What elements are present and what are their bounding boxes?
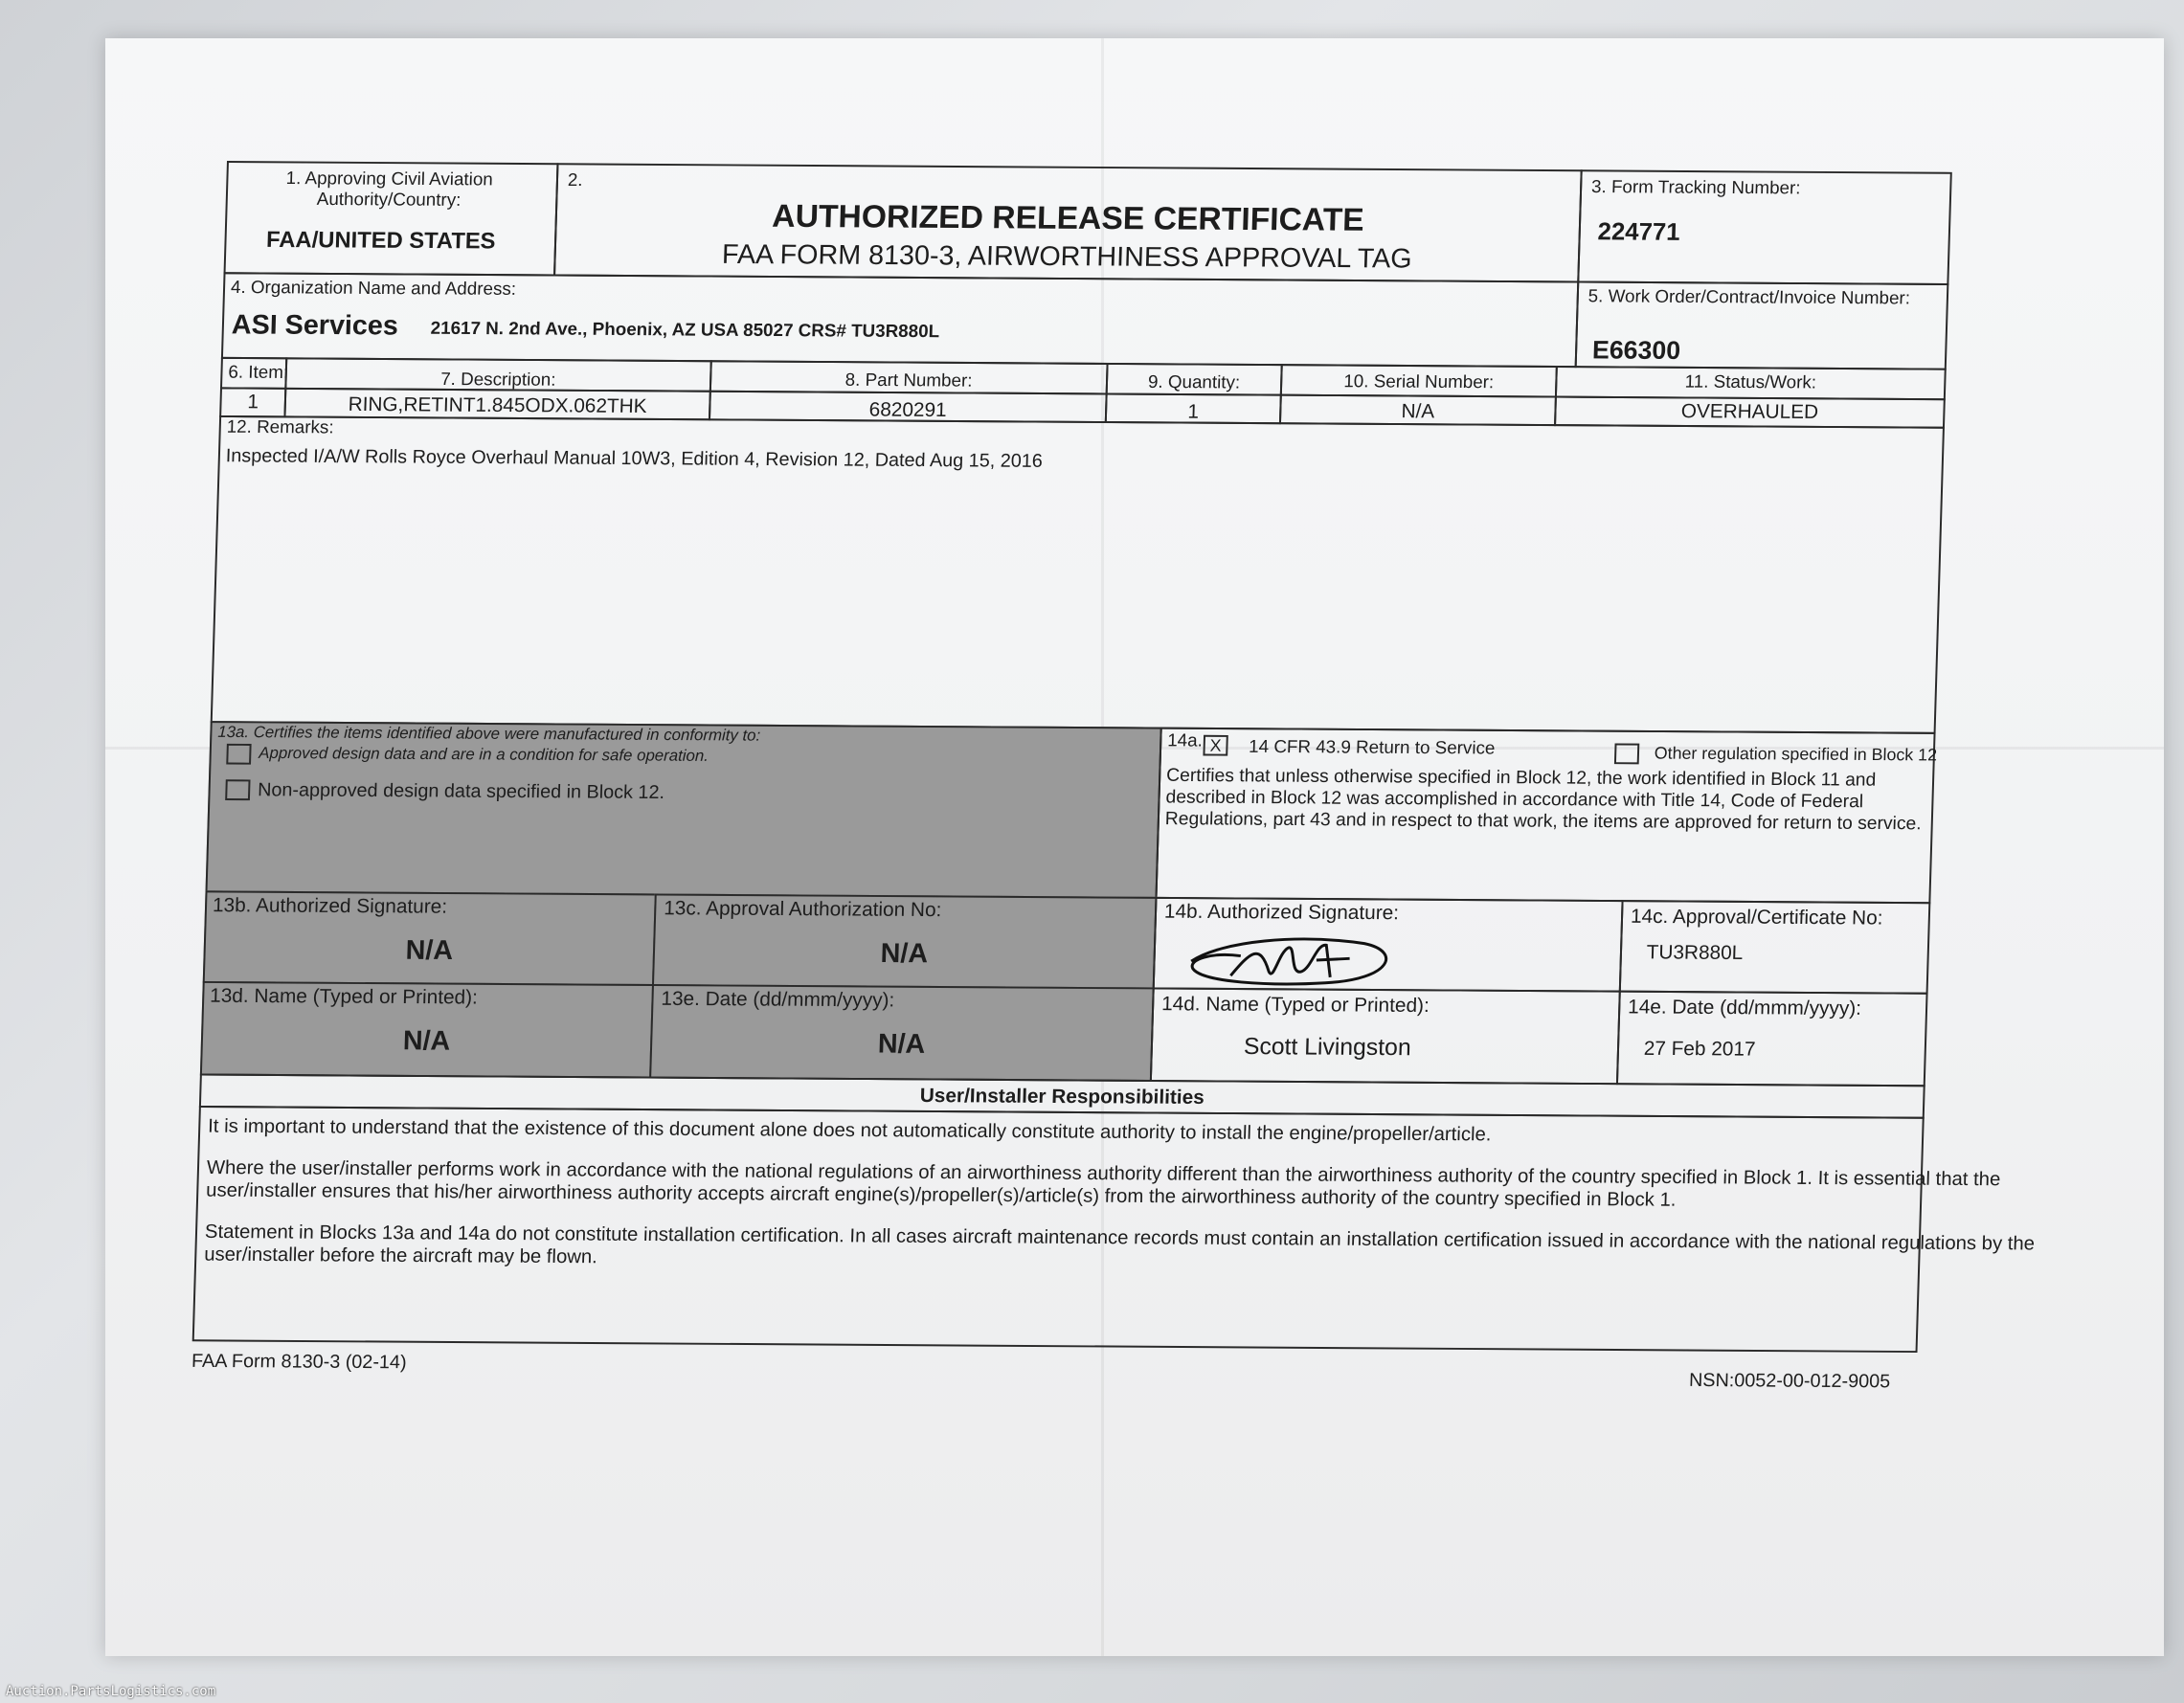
organization-address: 21617 N. 2nd Ave., Phoenix, AZ USA 85027 CRS# TU3R880L xyxy=(430,318,940,343)
block-13a xyxy=(205,721,1161,899)
block-1-label: 1. Approving Civil Aviation Authority/Country: xyxy=(285,168,494,211)
form-identifier: FAA Form 8130-3 (02-14) xyxy=(191,1351,407,1374)
block-4-label: 4. Organization Name and Address: xyxy=(230,278,517,300)
block-5 xyxy=(1575,281,1949,370)
part-number-header: 8. Part Number: xyxy=(709,360,1109,394)
block-12-remarks xyxy=(211,415,1945,734)
block-3-label: 3. Form Tracking Number: xyxy=(1590,177,1801,199)
certificate-subtitle: FAA FORM 8130-3, AIRWORTHINESS APPROVAL TAG xyxy=(721,239,1413,275)
work-order-number: E66300 xyxy=(1591,335,1681,365)
block-1 xyxy=(224,161,559,276)
approval-certificate-number: TU3R880L xyxy=(1646,941,1744,964)
responsibility-paragraph-2: Where the user/installer performs work in accordance with the national regulations of an airworthiness authority different than the airworthiness authority of the country specified in Block 1. It is essential that the user/installer ensures that his/her airworthiness authority accepts aircraft engine(s)/propeller(s)/article(s) from the airworthiness authority of the country specified in Block 1. xyxy=(205,1156,2001,1211)
block-14b: 14b. Authorized Signature: xyxy=(1153,897,1624,993)
block-2-label: 2. xyxy=(567,170,583,191)
item-value: 1 xyxy=(219,387,286,417)
responsibility-paragraph-1: It is important to understand that the existence of this document alone does not automatically constitute authority to install the engine/propeller/article. xyxy=(207,1114,1492,1146)
authorized-signature-13b: N/A xyxy=(405,935,454,966)
status-value: OVERHAULED xyxy=(1554,396,1946,429)
signatory-name: Scott Livingston xyxy=(1243,1033,1412,1062)
non-approved-design-option: Non-approved design data specified in Block 12. xyxy=(257,779,665,803)
block-13d: 13d. Name (Typed or Printed): N/A xyxy=(200,981,654,1079)
other-regulation-checkbox[interactable] xyxy=(1614,744,1639,765)
block-13c: 13c. Approval Authorization No: N/A xyxy=(652,893,1158,989)
block-3 xyxy=(1577,169,1952,285)
block-12-label: 12. Remarks: xyxy=(226,416,334,438)
approval-authorization-13c: N/A xyxy=(880,938,929,970)
quantity-value: 1 xyxy=(1105,392,1282,424)
block-1-value: FAA/UNITED STATES xyxy=(265,227,496,255)
handwritten-signature-icon xyxy=(1182,924,1403,991)
responsibilities-title: User/Installer Responsibilities xyxy=(919,1085,1205,1109)
remarks-text: Inspected I/A/W Rolls Royce Overhaul Manual 10W3, Edition 4, Revision 12, Dated Aug 15, 2016 xyxy=(225,445,1044,472)
release-certificate-form xyxy=(190,161,2142,1446)
status-header: 11. Status/Work: xyxy=(1555,366,1947,400)
date-13e: N/A xyxy=(877,1028,926,1060)
approved-design-checkbox[interactable] xyxy=(226,744,251,765)
certificate-title: AUTHORIZED RELEASE CERTIFICATE xyxy=(771,198,1365,238)
nsn-number: NSN:0052-00-012-9005 xyxy=(1688,1370,1891,1393)
block-13e: 13e. Date (dd/mmm/yyyy): N/A xyxy=(649,984,1155,1082)
item-header: 6. Item: xyxy=(220,357,287,390)
serial-number-header: 10. Serial Number: xyxy=(1280,364,1558,397)
non-approved-design-checkbox[interactable] xyxy=(225,779,250,800)
return-to-service-statement: Certifies that unless otherwise specified in Block 12, the work identified in Block 11 and described in Block 12 was accomplished in accordance with Title 14, Code of Federal Regulations, part 43 and in respect to that work, the items are approved for return to service. xyxy=(1164,765,1922,835)
block-14a-label: 14a. xyxy=(1166,730,1204,751)
organization-name: ASI Services xyxy=(231,309,399,342)
watermark: Auction.PartsLogistics.com xyxy=(6,1684,216,1699)
other-regulation-option: Other regulation specified in Block 12 xyxy=(1654,743,1938,765)
block-5-label: 5. Work Order/Contract/Invoice Number: xyxy=(1587,286,1911,309)
return-to-service-option: 14 CFR 43.9 Return to Service xyxy=(1248,737,1496,759)
quantity-header: 9. Quantity: xyxy=(1106,363,1283,396)
block-2 xyxy=(553,163,1583,282)
responsibilities-body xyxy=(192,1106,2036,1353)
return-to-service-checkbox[interactable]: X xyxy=(1203,735,1227,756)
block-13a-label: 13a. Certifies the items identified above were manufactured in conformity to: xyxy=(217,723,761,745)
form-tracking-number: 224771 xyxy=(1597,216,1680,246)
responsibility-paragraph-3: Statement in Blocks 13a and 14a do not constitute installation certification. In all cases aircraft maintenance records must contain an installation certification issued in accordance with the national regulations by the user/installer before the aircraft may be flown. xyxy=(203,1221,2036,1268)
description-header: 7. Description: xyxy=(284,357,711,392)
block-14e: 14e. Date (dd/mmm/yyyy): 27 Feb 2017 xyxy=(1616,991,1928,1087)
part-number-value: 6820291 xyxy=(709,391,1108,423)
serial-number-value: N/A xyxy=(1279,394,1557,426)
approved-design-option: Approved design data and are in a condition for safe operation. xyxy=(259,744,709,765)
block-4 xyxy=(221,272,1579,368)
release-date: 27 Feb 2017 xyxy=(1643,1038,1756,1061)
block-14c: 14c. Approval/Certificate No: TU3R880L xyxy=(1619,900,1931,995)
block-13b: 13b. Authorized Signature: N/A xyxy=(203,890,657,986)
name-13d: N/A xyxy=(402,1025,451,1057)
block-14a xyxy=(1155,728,1938,905)
block-14d: 14d. Name (Typed or Printed): Scott Livingston xyxy=(1150,987,1621,1085)
description-value: RING,RETINT1.845ODX.062THK xyxy=(283,388,710,420)
